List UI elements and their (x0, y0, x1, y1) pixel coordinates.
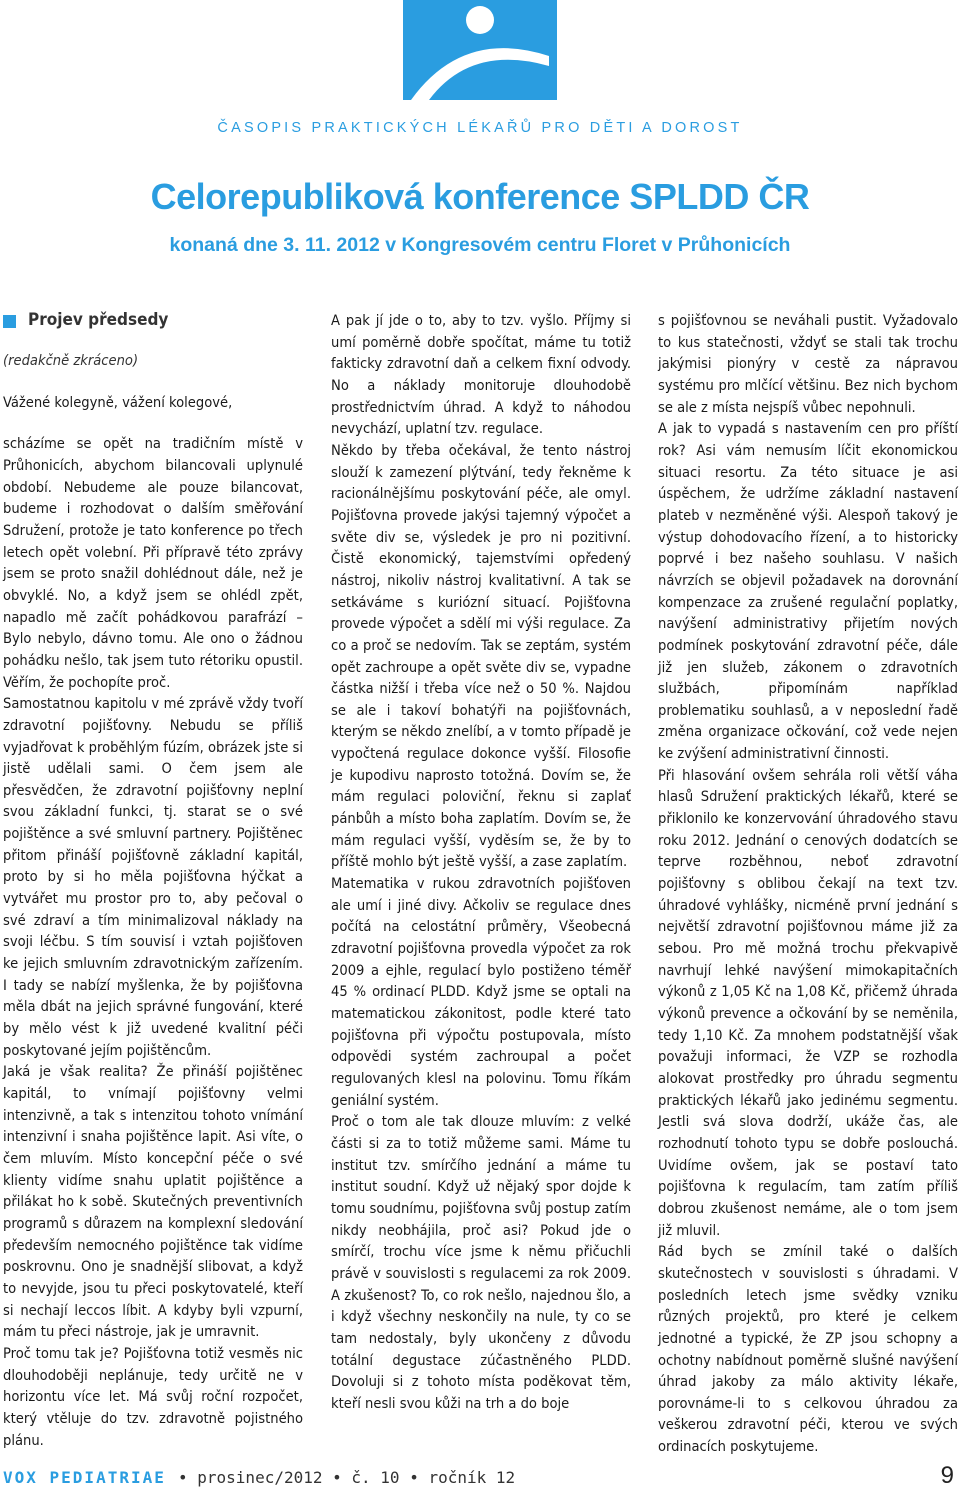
paragraph: Při hlasování ovšem sehrála roli větší váha hlasů Sdružení praktických lékařů, které se přiklonilo ke konzervování úhradového stavu roku 2012. Jednání o cenových dodatcích se teprve rozběhnou, neboť zdravotní pojišťovny s oblibou čekají na text tzv. úhradové vyhlášky, nicméně první jednání s největší zdravotní pojišťovnou máme již za sebou. Pro mě možná trochu překvapivě navrhují lehké navýšení mimokapitačních výkonů z 1,05 Kč na 1,08 Kč, přičemž úhrada výkonů prevence a očkování by se neměnila, tedy 1,10 Kč. Za mnohem podstatnější však považuji informaci, že VZP se rozhodla alokovat prostředky pro úhradu segmentu praktických lékařů jako jedinému segmentu. Jestli svá slova dodrží, ukáže čas, ale rozhodnutí tohoto typu se dobře poslouchá. Uvidíme ovšem, jak se postaví tato pojišťovna k regulacím, tam zatím příliš dobrou zkušenost nemáme, ale o tom jsem již mluvil. (658, 766, 958, 1239)
editor-note: (redakčně zkráceno) (3, 352, 139, 369)
paragraph: Proč tomu tak je? Pojišťovna totiž vesměs nic dlouhodoběji neplánuje, tedy určitě ne v horizontu více let. Má svůj roční rozpočet, který vtěluje do tzv. zdravotně pojistného plánu. (3, 1344, 303, 1449)
logo-graphic (403, 0, 557, 100)
paragraph: A pak jí jde o to, aby to tzv. vyšlo. Příjmy si umí poměrně dobře spočítat, máme tu totiž fakticky zdravotní daň a celkem fixní odvody. No a náklady monitoruje dlouhodobě prostřednictvím úhrad. A když to náhodou nevychází, uplatní tzv. regulace. (331, 312, 631, 438)
journal-logo (403, 0, 557, 100)
greeting: Vážené kolegyně, vážení kolegové, (3, 393, 233, 411)
article-column-2 (331, 310, 631, 1414)
square-bullet-icon (3, 315, 16, 328)
article-column-1 (3, 310, 303, 1451)
section-heading (3, 310, 303, 332)
page-subtitle: konaná dne 3. 11. 2012 v Kongresovém centru Floret v Průhonicích (169, 234, 791, 256)
page-number: 9 (940, 1462, 954, 1489)
page-footer (0, 1462, 960, 1490)
paragraph: Proč o tom ale tak dlouze mluvím: z velké části si za to totiž můžeme sami. Máme tu institut tzv. smírčího jednání a máme tu institut soudní. Když už nějaký spor dojde k tomu soudnímu, pojišťovna svůj postup zatím nikdy neobhájila, proč asi? Pokud jde o smírčí, trochu více jsme k němu přičuchli právě v souvislosti s regulacemi za rok 2009. A zkušenost? To, co rok nešlo, najednou šlo, a i když všechny neskončily na nule, ty co se tam nedostaly, byly ukončeny z důvodu totální degustace zúčastněného PLDD. Dovoluji si z tohoto místa poděkovat těm, kteří nesli svou kůži na trh a do boje (331, 1113, 631, 1412)
paragraph: Samostatnou kapitolu v mé zprávě vždy tvoří zdravotní pojišťovny. Nebudu se příliš vyjadřovat k proběhlým fúzím, obrázek jste si jistě udělali sami. O čem jsem ale přesvědčen, že zdravotní pojišťovny neplní svou základní funkci, tj. starat se o své pojištěnce a své smluvní partnery. Pojištěnec přitom přináší pojišťovně základní kapitál, proto by si ho měla pojišťovna hýčkat a vytvářet mu prostor pro to, aby pečoval o své zdraví a tím minimalizoval náklady na svoji léčbu. S tím souvisí i vztah pojišťoven ke jejich smluvním zdravotnickým zařízením. I tady se nabízí myšlenka, že by pojišťovna měla dbát na jejich správné fungování, které by mělo vést k již uvedené kvalitní péči poskytované jejím pojištěncům. (3, 695, 303, 1059)
section-heading-text: Projev předsedy (28, 310, 169, 331)
article-column-3 (658, 310, 958, 1458)
footer-brand: VOX PEDIATRIAE (3, 1468, 166, 1487)
paragraph: A jak to vypadá s nastavením cen pro příští rok? Asi vám nemusím líčit ekonomickou situaci resortu. Za této situace je asi úspěchem, že udržíme základní nastavení plateb v nezměněné výši. Alespoň takový je výstup dohodovacího řízení, a to historicky poprvé i bez našeho souhlasu. V našich návrzích se objevil požadavek na dorovnání kompenzace za zrušené regulační poplatky, navýšení administrativy přijetím nových podmínek poskytování zdravotní péče, dále již jen služeb, zákonem o zdravotních službách, připomínám například problematiku souhlasů, a v neposlední řadě změna organizace očkování, což vede nejen ke zvýšení administrativní činnosti. (658, 420, 958, 763)
paragraph: Jaká je však realita? Že přináší pojištěnec kapitál, to vnímají pojišťovny velmi intenzivně, a tak s intenzitou tohoto vnímání intenzivní i snaha pojištěnce lapit. Asi víte, o čem mluvím. Místo koncepční péče o své klienty vidíme snahu uplatit pojištěnce a přilákat ho k sobě. Skutečných preventivních programů s důrazem na komplexní sledování především nemocného pojištěnce tak vidíme poskrovnu. Ono je snadnější slibovat, a když to nevyjde, jsou tu přeci poskytovatelé, kteří si nechají leccos líbit. A kdyby byli vzpurní, mám tu přeci nástroje, jak je umravnit. (3, 1063, 303, 1341)
page-title: Celorepubliková konference SPLDD ČR (150, 176, 810, 217)
paragraph: Někdo by třeba očekával, že tento nástroj slouží k zamezení plýtvání, tedy řekněme k racionálnějšímu poskytování péče, ale omyl. Pojišťovna provede jakýsi tajemný výpočet a světe div se, výsledek je pro ni pozitivní. Čistě ekonomický, tajemstvími opředený nástroj, nikoliv nástroj kvalitativní. A tak se setkáváme s kuriózní situací. Pojišťovna provede výpočet a sdělí mi výši regulace. Za co a proč se nedovím. Tak se zeptám, systém opět zachroupe a opět světe div se, vypadne částka nižší i třeba více než o 50 %. Najdou se ale i takoví bohatýři na pojišťovnách, kterým se někdo znelíbí, a v tomto případě je vypočtená regulace dokonce vyšší. Filosofie je kupodivu naprosto totožná. Dovím se, že mám regulaci poloviční, řeknu si zaplať pánbůh a místo boha zaplatím. Dovím se, že mám regulaci vyšší, vyděsím se, že by to příště mohlo být ještě vyšší, a zase zaplatím. (331, 441, 631, 871)
paragraph: scházíme se opět na tradičním místě v Průhonicích, abychom bilancovali uplynulé období. Nebudeme ale pouze bilancovat, budeme i rozhodovat o dalším směřování Sdružení, protože je tato konference po třech letech opět volební. Při přípravě této zprávy jsem se proto snažil dohlédnout dále, než je obvyklé. No, a když jsem se ohlédl zpět, napadlo mě začít pohádkovou parafrází – Bylo nebylo, dávno tomu. Ale ono o žádnou pohádku nešlo, tak jsem tuto rétoriku opustil. Věřím, že pochopíte proč. (3, 435, 303, 691)
paragraph: Rád bych se zmínil také o dalších skutečnostech v souvislosti s úhradami. V posledních letech jsme svědky vzniku různých projektů, pro které je celkem jednotné a typické, že ZP jsou schopny a ochotny nabídnout poměrně slušné navýšení úhrad jakoby za málo aktivity lékaře, porovnáme-li to s celkovou úhradou za veškerou zdravotní péči, kterou ve svých ordinacích poskytujeme. (658, 1243, 958, 1456)
paragraph: Matematika v rukou zdravotních pojišťoven ale umí i jiné divy. Ačkoliv se regulace dnes počítá na celostátní průměry, Všeobecná zdravotní pojišťovna provedla výpočet za rok 2009 a ejhle, regulací bylo postiženo téměř 45 % ordinací PLDD. Když jsme se optali na matematickou zákonitost, podle které tato pojišťovna při výpočtu postupovala, místo odpovědi systém zachroupal a počet regulovaných klesl na polovinu. Tomu říkám geniální systém. (331, 875, 631, 1109)
journal-name: ČASOPIS PRAKTICKÝCH LÉKAŘŮ PRO DĚTI A DOROST (217, 120, 743, 136)
footer-issue-info: • prosinec/2012 • č. 10 • ročník 12 (178, 1468, 516, 1487)
paragraph: s pojišťovnou se neváhali pustit. Vyžadovalo to kus statečnosti, vždyť se stali tak trochu jakýmisi pionýry v cestě za nápravou systému pro mlčící většinu. Bez nich bychom se ale z místa nejspíš vůbec nepohnuli. (658, 312, 958, 416)
